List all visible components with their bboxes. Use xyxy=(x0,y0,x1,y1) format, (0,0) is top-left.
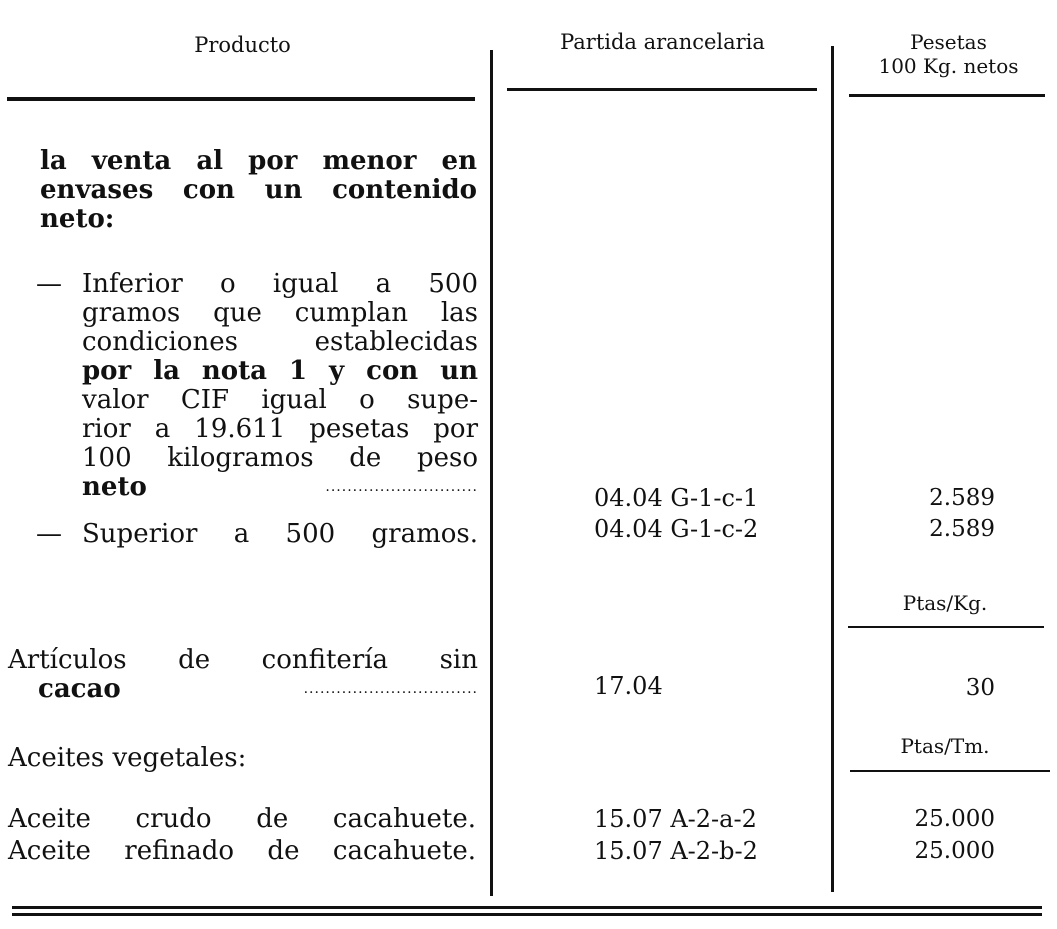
inferior-description xyxy=(82,270,478,502)
bottom-rule-bottom xyxy=(12,913,1042,916)
header-producto: Producto xyxy=(194,33,291,57)
partida-superior: 04.04 G-1-c-2 xyxy=(594,515,759,543)
column-divider-2 xyxy=(831,46,834,892)
unit-ptas-tm: Ptas/Tm. xyxy=(900,734,990,758)
header-pesetas-line1: Pesetas xyxy=(910,30,987,54)
unit-tm-rule xyxy=(850,770,1050,772)
dot-leader: ................................ xyxy=(303,681,478,697)
venta-intro-line: la venta al por menor en xyxy=(40,146,477,176)
unit-ptas-kg: Ptas/Kg. xyxy=(902,591,988,615)
inferior-line: condiciones establecidas xyxy=(82,327,478,357)
aceite-refinado-label: Aceite refinado de cacahuete. xyxy=(8,836,476,866)
unit-kg-rule xyxy=(848,626,1044,628)
header-rule-producto xyxy=(7,97,475,101)
bottom-rule-top xyxy=(12,906,1042,909)
value-superior: 2.589 xyxy=(929,516,995,542)
aceite-crudo-label: Aceite crudo de cacahuete. xyxy=(8,804,476,834)
dash-bullet-superior: — xyxy=(36,519,62,549)
value-confiteria: 30 xyxy=(965,675,995,701)
aceite-crudo-row xyxy=(8,805,476,834)
superior-description xyxy=(82,520,478,549)
header-rule-partida xyxy=(507,88,817,91)
partida-inferior: 04.04 G-1-c-1 xyxy=(594,484,759,512)
inferior-line: rior a 19.611 pesetas por xyxy=(82,414,478,444)
confiteria-cacao: cacao xyxy=(38,674,121,704)
dot-leader: ............................ xyxy=(325,479,478,495)
value-inferior: 2.589 xyxy=(929,485,995,511)
value-crudo: 25.000 xyxy=(914,806,995,832)
confiteria-description xyxy=(8,646,478,704)
partida-confiteria: 17.04 xyxy=(594,672,663,700)
aceites-vegetales-label: Aceites vegetales: xyxy=(8,743,247,773)
inferior-line: Inferior o igual a 500 xyxy=(82,269,478,299)
partida-refinado: 15.07 A-2-b-2 xyxy=(594,837,758,865)
column-divider-1 xyxy=(490,50,493,896)
inferior-last-word: neto xyxy=(82,472,147,502)
inferior-line: valor CIF igual o supe- xyxy=(82,385,478,415)
confiteria-line2 xyxy=(38,675,478,704)
partida-crudo: 15.07 A-2-a-2 xyxy=(594,805,757,833)
venta-intro-line: neto: xyxy=(40,204,115,234)
venta-intro xyxy=(40,147,477,234)
superior-label: Superior a 500 gramos. xyxy=(82,519,478,549)
header-pesetas-line2: 100 Kg. netos xyxy=(878,54,1019,78)
venta-intro-line: envases con un contenido xyxy=(40,175,477,205)
value-refinado: 25.000 xyxy=(914,838,995,864)
inferior-line: por la nota 1 y con un xyxy=(82,356,478,386)
inferior-line: gramos que cumplan las xyxy=(82,298,478,328)
aceite-refinado-row xyxy=(8,837,476,866)
inferior-line: 100 kilogramos de peso xyxy=(82,443,478,473)
dash-bullet-inferior: — xyxy=(36,269,62,299)
confiteria-line1: Artículos de confitería sin xyxy=(8,645,478,675)
header-partida-arancelaria: Partida arancelaria xyxy=(560,30,765,54)
inferior-last-line xyxy=(82,473,478,502)
header-rule-pesetas xyxy=(849,94,1045,97)
